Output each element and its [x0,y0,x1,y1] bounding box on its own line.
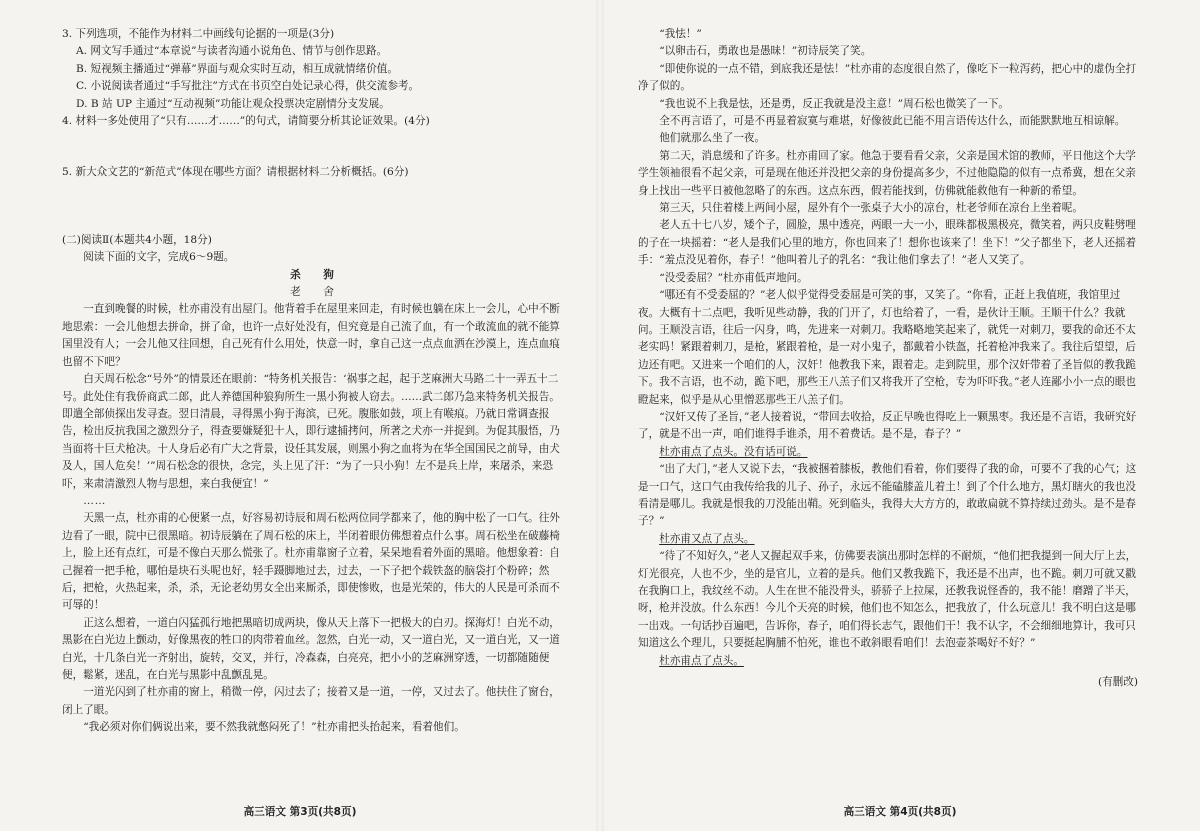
question-4: 4. 材料一多处使用了“只有……才……”的句式，请简要分析其论证效果。(4分) [62,115,430,128]
story-paragraph: 天黑一点，杜亦甫的心便紧一点，好容易初诗辰和周石松两位同学都来了，他的胸中松了一口气。往外边看了一眼，院中已很黑暗。初诗辰躺在了周石松的床上，半闭着眼仿佛想着点什么事。周石松坐在破藤椅上，脸上还有点红，可是不像白天那么慌张了。杜亦甫靠窗子立着，呆呆地看着外面的黑暗。他想象着：自己握着一把手枪，哪怕是块石头呢也好，轻手蹑脚地过去，过去，一下子把个载铁盔的脑袋打个粉碎；然后，把枪，火热起来，杀，杀，无论老幼男女全出来厮杀，即使惨败，也是光荣的，伟大的人民是可杀而不可辱的！ [62,512,560,612]
answer-space-5 [62,182,568,232]
story-paragraph: 第三天，只住着楼上两间小屋，屋外有个一张桌子大小的凉台，杜老爷师在凉台上坐着呢。 [659,202,1083,215]
page-4 [600,0,1200,831]
page-footer-4: 高三语文 第4页(共8页) [843,805,957,818]
story-paragraph: “汉奸又传了圣旨，”老人接着说，“带回去收拾，反正早晚也得吃上一颗黑枣。我还是不言语，我研究好了，就是不出一声，咱们谁得手谁杀，用不着费话。是不是，春子？” [638,410,1137,441]
answer-space-4 [62,130,568,164]
story-author: 老 舍 [290,286,340,299]
page-footer-3: 高三语文 第3页(共8页) [243,805,357,818]
abridged-note: (有删改) [1097,676,1138,689]
story-paragraph: “我也说不上我是怯，还是勇，反正我就是没主意！”周石松也微笑了一下。 [659,97,1010,110]
reading-instruction: 阅读下面的文字，完成6～9题。 [83,251,235,264]
question-3-option-d: D. B 站 UP 主通过“互动视频”功能让观众投票决定剧情分支发展。 [76,97,390,110]
story-paragraph: “我必须对你们俩说出来，要不然我就憋闷死了！”杜亦甫把头抬起来，看着他们。 [83,721,465,734]
story-paragraph: “即使你说的一点不错，到底我还是怯！”杜亦甫的态度很自然了，像吃下一粒泻药，把心中的虚伪全打净了似的。 [638,62,1137,93]
story-paragraph: 一道光闪到了杜亦甫的窗上，稍微一停，闪过去了；接着又是一道，一停，又过去了。他扶住了窗台，闭上了眼。 [62,686,560,716]
story-paragraph: “我怯！” [659,28,702,40]
story-paragraph: “待了不知好久，”老人又握起双手来，仿佛要表演出那时怎样的不耐烦，“他们把我提到一间大厅上去，灯光很亮，人也不少，坐的是官儿，立着的是兵。他们又教我跪下，我还是不出声，也不跪。刺刀可就又戳在我胸口上，我纹丝不动。人生在世不能没骨头，骄骄子上拉屎，还教我说怪香的，我不能！磨蹭了半天，呀，枪并没放。什么东西！今儿个天亮的时候，他们也不知怎么，把我放了，什么玩意儿！我不明白这是哪一出戏。一句话抄百遍吧，告诉你，春子，咱们得长志气，跟他们干！我不认字，不会细细地算计，我可只知道这么个理儿，只要挺起胸脯不怕死，谁也不敢斜眼看咱们！去泡壶茶喝好不好？” [638,550,1137,650]
story-paragraph: 正这么想着，一道白闪猛孤行地把黑暗切成两块，像从天上落下一把极大的白刃。探海灯！白光不动，黑影在白光边上颤动，好像黑夜的牲口的肉带着血丝。忽然，白光一动，又一道白光，又一道白光，又一道白光，十几条白光一齐射出，旋转，交叉，并行，冷森森，白亮亮，把小小的芝麻洲穿透，一切都随随便便，鬆紧，迷乱，在白光与黑影中乱颤乱晃。 [62,616,560,681]
story-paragraph: “没受委屈？”杜亦甫低声地问。 [659,271,808,284]
underlined-sentence-1: 杜亦甫点了点头。没有话可说。 [659,445,808,458]
story-paragraph: 一直到晚餐的时候，杜亦甫没有出屋门。他背着手在屋里来回走，有时候也躺在床上一会儿，心中不断地思索：一会儿他想去拼命，拼了命，也许一点好处没有，但究竟是自己流了血，有一个敢流血的就不能算国里没有人；一会儿他又往回想，自己死有什么用处，快意一时，拿自己这一点点血洒在沙漠上，连点血痕也留不下吧？ [62,303,560,368]
ellipsis: …… [83,494,107,507]
story-paragraph: 全不再言语了，可是不再显着寂寞与难堪，好像彼此已能不用言语传达什么，而能默默地互相谅解。 [659,115,1126,128]
question-3-option-a: A. 网文写手通过“本章说”与读者沟通小说角色、情节与创作思路。 [76,45,388,58]
underlined-sentence-2: 杜亦甫又点了点头。 [659,532,755,545]
question-3-option-b: B. 短视频主播通过“弹幕”界面与观众实时互动，相互成就情绪价值。 [76,62,398,75]
story-paragraph: 老人五十七八岁，矮个子，圆脸，黑中透亮，两眼一大一小，眼珠都极黑极亮，微笑着，两只皮鞋劈哩的子在一块摇着：“老人是我们心里的地方，你也回来了！想你也该来了！坐下！”父子都坐下，老人还摇着手：“羞点没见着你，春子！”他叫着儿子的乳名：“我让他们拿去了！”老人又笑了。 [638,219,1137,267]
story-paragraph: 白天周石松念“号外”的情景还在眼前：“特务机关报告：‘祸事之起，起于芝麻洲大马路二十一弄五十二号。此处住有我侨商武二郎，此人养德国种狼狗所生一黑小狗被人窃去。……武二郎乃急来特务机关报告。即遣全部侦探出发寻查。翌日清晨，寻得黑小狗于海滨，已死。腹胀如鼓，项上有喉痕。乃就日常调查报告，检出反抗我国之激烈分子，得查要嫌疑犯十人，即行逮捕拷问，所著之犬亦一并捉到。为促其服悟，乃当面将十巨犬枪决。十人身后必有广大之背景，设任其发展，则黑小狗之血将为在华全国国民之前导，由犬及人，国人危矣！’”周石松念的很快，念完，头上见了汗：“为了一只小狗！左不是兵上岸，来屠杀，来恐吓，来肃清激烈人物与思想，来白我便宜！” [62,373,560,490]
underlined-sentence-3: 杜亦甫点了点头。 [659,654,744,667]
story-paragraph: “以卵击石，勇敢也是愚昧！”初诗辰笑了笑。 [659,45,872,58]
question-3-option-c: C. 小说阅读者通过“手写批注”方式在书页空白处记录心得，供交流参考。 [76,80,420,93]
story-paragraph: “哪还有不受委屈的？”老人似乎觉得受委屈是可笑的事，又笑了。“你看，正赶上我值班，我馆里过夜。大概有十二点吧，我听见些动静，我的门开了，灯也给着了，一看，是伙计王顺。王顺干什么？我就问。王顺没言语，往后一闪身，鸣，先进来一对刺刀。我略略地笑起来了，就凭一对刺刀，要我的命还不太老实吗！紧跟着刺刀，是枪，紧跟着枪，是一对小鬼子，都戴着小铁盔，托着枪冲我来了。我往后望望，后边还有吧。又进来一个咱们的人，汉奸！他教我下来，跟着走。走到院里，那个汉奸带着了圣旨似的教我跪下。我不言语，也不动，跪下吧，那些王八羔子们又将我开了空枪，专为吓吓我。”老人连鄙小小一点的眼也瞪起来，似乎是从心里憎恶那些王八羔子们。 [638,289,1137,406]
question-5: 5. 新大众文艺的“新范式”体现在哪些方面？请根据材料二分析概括。(6分) [62,166,409,179]
story-title: 杀 狗 [290,268,340,281]
story-paragraph: 他们就那么坐了一夜。 [659,132,766,145]
story-paragraph: 第二天，消息缓和了许多。杜亦甫回了家。他急于要看看父亲，父亲是国术馆的教师，平日他这个大学学生领袖很看不起父亲，可是现在他还并没把父亲的身份提高多少，不过他隐隐的似有一点希冀，想在父亲身上找出一些平日被他忽略了的东西。这点东西，假若能找到，仿佛就能救他有一种新的希望。 [638,149,1136,197]
section-heading: (二)阅读Ⅱ(本题共4小题，18分) [62,233,212,246]
story-paragraph: “出了大门，”老人又说下去，“我被捆着膝板，教他们看着，你们要得了我的命，可要不了我的心气；这是一口气，这口气由我传给我的儿子、孙子，永远不能磕膝盖儿着土！到了个什么地方，黑灯瞎火的我也没看清是哪儿。我就是恨我的刀没能出鞘。死到临头，我得大大方方的，敢敢扁就不算持续过劲头。是不是春子？” [638,463,1137,528]
question-3: 3. 下列选项，不能作为材料二中画线句论据的一项是(3分) [62,28,335,40]
